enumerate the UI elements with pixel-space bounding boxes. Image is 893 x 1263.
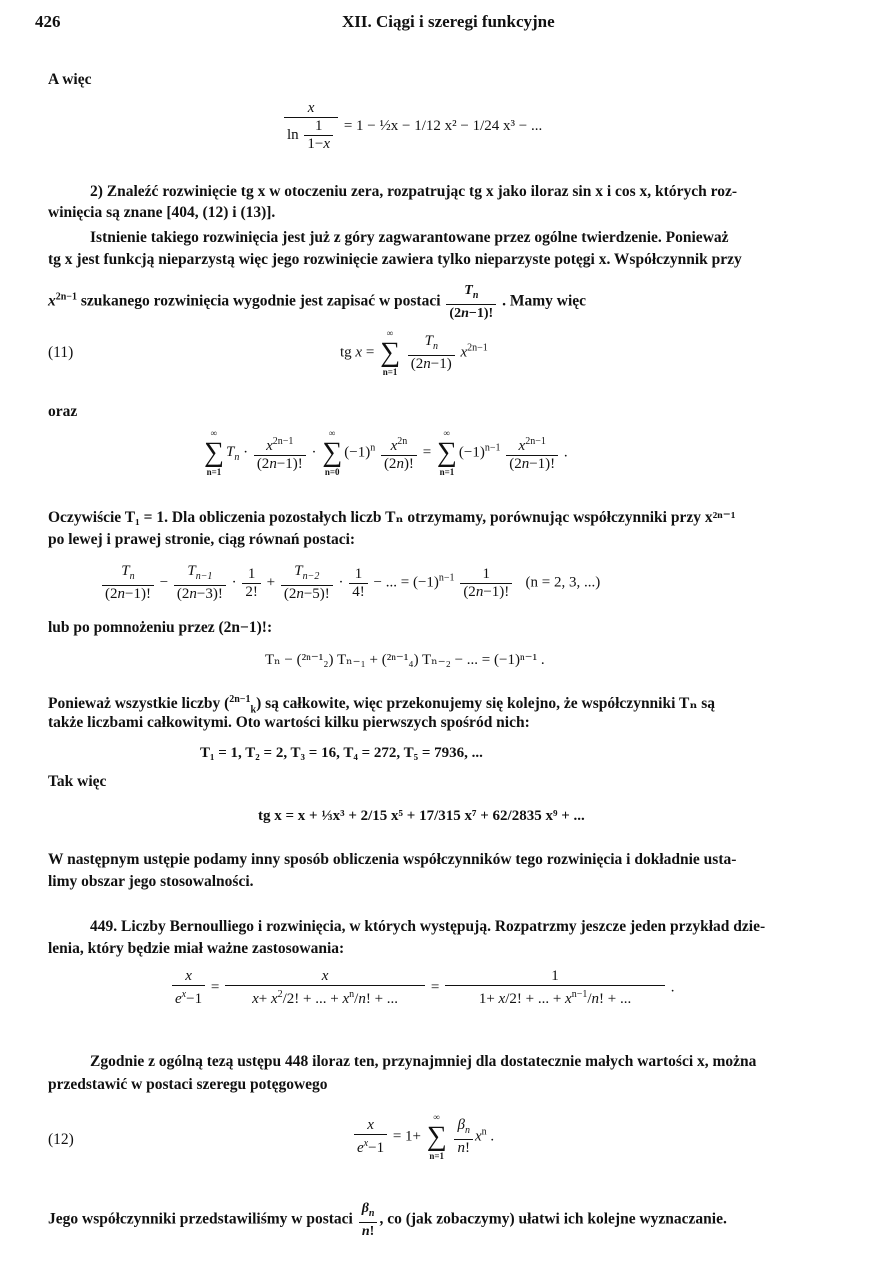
equation-recursion: Tₙ − (²ⁿ⁻¹₂) Tₙ₋₁ + (²ⁿ⁻¹₄) Tₙ₋₂ − ... = (−1)ⁿ⁻¹ . — [265, 652, 545, 668]
section-449-line-1 — [90, 917, 765, 936]
paragraph-9: Jego współczynniki przedstawiliśmy w postaci $\frac{\beta_n}{n!}$ , co (jak zobaczymy) ułatwi ich kolejne wyznaczanie. — [48, 1201, 727, 1239]
paragraph-7-line-2: limy obszar jego stosowalności. — [48, 873, 254, 890]
paragraph-9-a: Jego współczynniki przedstawiliśmy w postaci — [48, 1210, 353, 1228]
paragraph-6-line-1-a: Ponieważ wszystkie liczby — [48, 695, 221, 713]
paragraph-3-line-1: Istnienie takiego rozwinięcia jest już z góry zagwarantowane przez ogólne twierdzenie. Ponieważ — [90, 229, 729, 246]
paragraph-3-line-3: $x^{2n-1}$ szukanego rozwinięcia wygodnie jest zapisać w postaci $\frac{T_n}{(2n-1)!}$ . Mamy więc — [48, 283, 587, 321]
running-title: XII. Ciągi i szeregi funkcyjne — [342, 12, 555, 31]
paragraph-3-line-3-a: szukanego rozwinięcia wygodnie jest zapisać w postaci — [80, 292, 441, 310]
paragraph-6-line-1: Ponieważ wszystkie liczby ($^{2n-1}_k$) są całkowite, więc przekonujemy się kolejno, że współczynniki Tₙ są — [48, 694, 716, 716]
section-449-line-2: lenia, który będzie miał ważne zastosowania: — [48, 940, 345, 957]
paragraph-8-line-2: przedstawić w postaci szeregu potęgowego — [48, 1076, 328, 1093]
equation-range: (n = 2, 3, ...) — [525, 574, 601, 591]
paragraph-3-line-3-b: . Mamy więc — [502, 292, 587, 310]
paragraph-6-line-1-b: są całkowite, więc przekonujemy się kolejno, że współczynniki Tₙ są — [265, 695, 716, 713]
equation-coefficient-system: $\frac{T_n}{(2n-1)!}$ − $\frac{T_{n-1}}{(2n-3)!}$ · $\frac{1}{2!}$ + $\frac{T_{n-2}}{(2n-5)!}$ · $\frac{1}{4!}$ − ... = $(-1)^{n-1}$ $\frac{1}{(2n-1)!}$ (n = 2, 3, ...) — [100, 563, 600, 603]
equation-number-11: (11) — [48, 344, 74, 361]
paragraph-9-b: , co (jak zobaczymy) ułatwi ich kolejne wyznaczanie. — [379, 1210, 727, 1228]
paragraph-4-line-1: Oczywiście T₁ = 1. Dla obliczenia pozostałych liczb Tₙ otrzymamy, porównując współczynniki przy x²ⁿ⁻¹ — [48, 509, 736, 526]
paragraph-3-line-2: tg x jest funkcją nieparzystą więc jego rozwinięcie zawiera tylko nieparzyste potęgi x. Współczynnik przy — [48, 251, 742, 268]
paragraph-6-line-2: także liczbami całkowitymi. Oto wartości kilku pierwszych spośród nich: — [48, 714, 530, 731]
paragraph-5: lub po pomnożeniu przez (2n−1)!: — [48, 619, 273, 636]
equation-tg-series: tg x = x + ⅓x³ + 2/15 x⁵ + 17/315 x⁷ + 62/2835 x⁹ + ... — [258, 808, 585, 824]
text-tak-wiec: Tak więc — [48, 773, 107, 790]
equation-number-12: (12) — [48, 1131, 74, 1148]
equation-bernoulli-series: $\frac{x}{e^x-1}$ = 1+ ∞ ∑ n=1 $\frac{\beta_n}{n!}$ $x^n$ . — [352, 1112, 494, 1162]
paragraph-7-line-1: W następnym ustępie podamy inny sposób obliczenia współczynników tego rozwinięcia i dokładnie usta- — [48, 851, 737, 868]
page-number: 426 — [35, 12, 61, 31]
section-449-title: 449. Liczby Bernoulliego i rozwinięcia, w których występują. — [90, 918, 491, 935]
paragraph-4-line-2: po lewej i prawej stronie, ciąg równań postaci: — [48, 531, 356, 548]
paragraph-2-line-1: 2) Znaleźć rozwinięcie tg x w otoczeniu zera, rozpatrując tg x jako iloraz sin x i cos x, których roz- — [90, 183, 737, 200]
paragraph-8-line-1: Zgodnie z ogólną tezą ustępu 448 iloraz ten, przynajmniej dla dostatecznie małych wartości x, można — [90, 1053, 757, 1070]
equation-Tn-values: T₁ = 1, T₂ = 2, T₃ = 16, T₄ = 272, T₅ = 7936, ... — [200, 745, 483, 761]
text-oraz: oraz — [48, 403, 78, 420]
equation-product-sums: ∞ ∑ n=1 $T_n$ · $\frac{x^{2n-1}}{(2n-1)!}$ · ∞ ∑ n=0 $(-1)^n$ $\frac{x^{2n}}{(2n)!}$ = ∞ ∑ n=1 $(-1)^{n-1}$ $\frac{x^{2n-1}}{(2n-1)!}$ . — [204, 428, 568, 477]
equation-log-series: x ln $\frac{1}{1-x}$ = 1 − ½x − 1/12 x² − 1/24 x³ − ... — [282, 100, 542, 153]
text-a-wiec: A więc — [48, 71, 92, 88]
equation-log-tail: = 1 − ½x − 1/12 x² − 1/24 x³ − ... — [343, 117, 543, 134]
equation-tg-sum: tg x = ∞ ∑ n=1 $\frac{T_n}{(2n-1)}$ $x^{2n-1}$ — [340, 328, 488, 377]
section-449-intro: Rozpatrzmy jeszcze jeden przykład dzie- — [490, 918, 766, 935]
equation-division: $\frac{x}{e^x-1}$ = $\frac{x}{x+ x^2/2! + ... + x^n/n! + ...}$ = $\frac{1}{1+ x/2! + ... + x^{n-1}/n! + ...}$ . — [170, 968, 675, 1008]
paragraph-2-line-2: winięcia są znane [404, (12) i (13)]. — [48, 204, 276, 221]
